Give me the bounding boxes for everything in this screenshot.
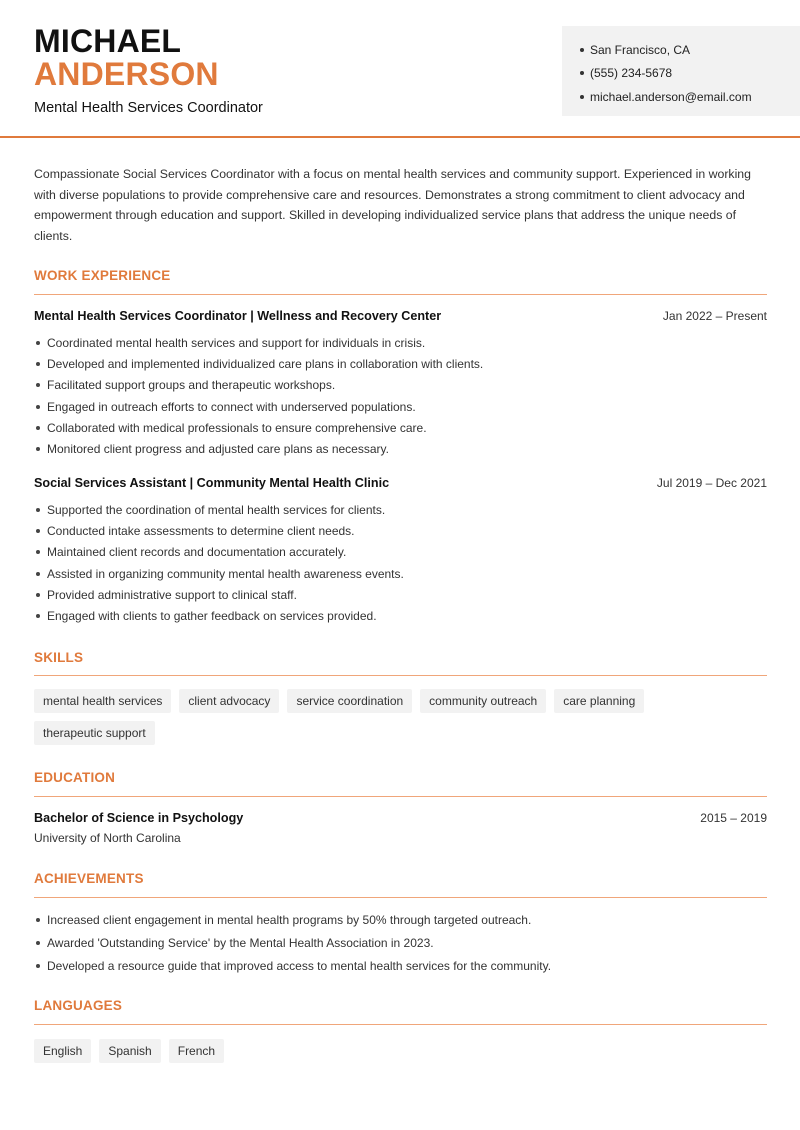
bullet-icon	[36, 964, 40, 968]
bullet-text: Collaborated with medical professionals to ensure comprehensive care.	[47, 420, 427, 435]
bullet-icon	[36, 941, 40, 945]
contact-phone-text: (555) 234-5678	[590, 66, 673, 81]
bullet-text: Coordinated mental health services and support for individuals in crisis.	[47, 335, 426, 350]
list-item	[34, 396, 767, 417]
language-tag: Spanish	[99, 1039, 160, 1063]
education-header	[34, 811, 767, 825]
education-degree: Bachelor of Science in Psychology	[34, 811, 244, 825]
section-title-languages: LANGUAGES	[34, 998, 123, 1013]
bullet-icon	[36, 593, 40, 597]
bullet-icon	[580, 71, 584, 75]
bullet-icon	[36, 508, 40, 512]
job-dates: Jul 2019 – Dec 2021	[656, 476, 767, 490]
bullet-icon	[36, 426, 40, 430]
section-divider	[34, 294, 767, 295]
summary-paragraph: Compassionate Social Services Coordinator with a focus on mental health services and community support. Experienced in working with diverse populations to provide comprehensive care and resources. Demonstrates a strong commitment to client advocacy and empowerment through education and support. Skilled in developing individualized service plans that address the unique needs of clients.	[34, 167, 751, 243]
bullet-icon	[36, 447, 40, 451]
bullet-text: Maintained client records and documentation accurately.	[47, 545, 347, 560]
section-title-achievements: ACHIEVEMENTS	[34, 871, 144, 886]
bullet-text: Developed a resource guide that improved access to mental health services for the community.	[47, 958, 552, 973]
bullet-text: Engaged in outreach efforts to connect with underserved populations.	[47, 399, 416, 414]
section-title-education: EDUCATION	[34, 770, 116, 785]
bullet-text: Provided administrative support to clinical staff.	[47, 587, 297, 602]
job-title: Mental Health Services Coordinator	[34, 100, 263, 116]
languages-list	[34, 1039, 767, 1063]
list-item	[34, 438, 767, 459]
section-title-work: WORK EXPERIENCE	[34, 268, 171, 283]
bullet-text: Awarded 'Outstanding Service' by the Mental Health Association in 2023.	[47, 936, 434, 951]
achievements-list	[34, 909, 767, 977]
contact-email	[580, 85, 800, 109]
job-bullets	[34, 499, 767, 627]
bullet-text: Increased client engagement in mental health programs by 50% through targeted outreach.	[47, 913, 532, 928]
contact-location-text: San Francisco, CA	[590, 42, 691, 57]
education-years: 2015 – 2019	[700, 811, 767, 825]
skill-tag: therapeutic support	[34, 721, 155, 745]
language-tag: French	[169, 1039, 224, 1063]
list-item	[34, 909, 767, 932]
skill-tag: care planning	[554, 689, 644, 713]
skills-list	[34, 689, 767, 745]
job-role: Mental Health Services Coordinator | Wellness and Recovery Center	[34, 309, 442, 323]
skill-tag: community outreach	[420, 689, 546, 713]
education-school: University of North Carolina	[34, 831, 181, 845]
list-item	[34, 353, 767, 374]
list-item	[34, 542, 767, 563]
bullet-icon	[36, 383, 40, 387]
contact-box	[562, 26, 800, 116]
bullet-text: Engaged with clients to gather feedback on services provided.	[47, 609, 377, 624]
list-item	[34, 932, 767, 955]
bullet-text: Supported the coordination of mental health services for clients.	[47, 502, 386, 517]
list-item	[34, 563, 767, 584]
bullet-text: Assisted in organizing community mental health awareness events.	[47, 566, 404, 581]
job-header	[34, 309, 767, 323]
job-header	[34, 476, 767, 490]
bullet-text: Developed and implemented individualized care plans in collaboration with clients.	[47, 356, 484, 371]
job-dates: Jan 2022 – Present	[662, 309, 767, 323]
list-item	[34, 520, 767, 541]
last-name: ANDERSON	[34, 56, 219, 92]
job-bullets	[34, 332, 767, 460]
bullet-icon	[36, 529, 40, 533]
first-name: MICHAEL	[34, 23, 182, 59]
skill-tag: mental health services	[34, 689, 171, 713]
bullet-icon	[36, 550, 40, 554]
bullet-text: Conducted intake assessments to determine client needs.	[47, 523, 355, 538]
list-item	[34, 584, 767, 605]
list-item	[34, 605, 767, 626]
bullet-icon	[580, 48, 584, 52]
list-item	[34, 417, 767, 438]
job-role: Social Services Assistant | Community Mental Health Clinic	[34, 476, 390, 490]
bullet-icon	[36, 614, 40, 618]
bullet-icon	[36, 405, 40, 409]
language-tag: English	[34, 1039, 91, 1063]
bullet-icon	[36, 362, 40, 366]
section-divider	[34, 1024, 767, 1025]
bullet-icon	[580, 95, 584, 99]
resume-header	[0, 0, 800, 138]
list-item	[34, 955, 767, 978]
bullet-icon	[36, 341, 40, 345]
section-divider	[34, 796, 767, 797]
list-item	[34, 332, 767, 353]
contact-location	[580, 38, 800, 62]
section-title-skills: SKILLS	[34, 650, 84, 665]
bullet-icon	[36, 918, 40, 922]
bullet-icon	[36, 572, 40, 576]
bullet-text: Facilitated support groups and therapeutic workshops.	[47, 378, 336, 393]
list-item	[34, 499, 767, 520]
contact-phone	[580, 62, 800, 86]
skill-tag: client advocacy	[179, 689, 279, 713]
contact-email-text: michael.anderson@email.com	[590, 89, 752, 104]
list-item	[34, 375, 767, 396]
section-divider	[34, 675, 767, 676]
skill-tag: service coordination	[287, 689, 412, 713]
bullet-text: Monitored client progress and adjusted care plans as necessary.	[47, 442, 389, 457]
section-divider	[34, 897, 767, 898]
